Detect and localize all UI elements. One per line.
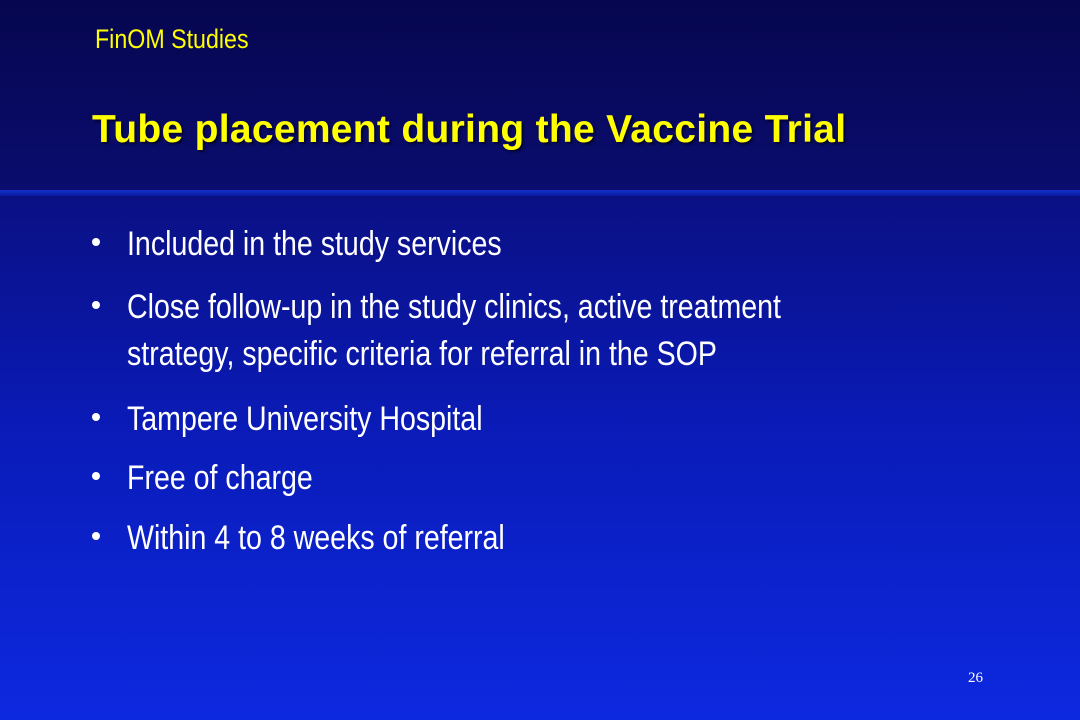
bullet-text-line-2: strategy, specific criteria for referral in the SOP — [127, 335, 717, 373]
bullet-icon — [92, 413, 100, 421]
bullet-icon — [92, 472, 100, 480]
bullet-text: Free of charge — [127, 459, 313, 497]
bullet-text: Within 4 to 8 weeks of referral — [127, 519, 505, 557]
bullet-icon — [92, 238, 100, 246]
bullet-icon — [92, 532, 100, 540]
bullet-text-line-1: Close follow-up in the study clinics, active treatment — [127, 288, 782, 326]
bullet-icon — [92, 301, 100, 309]
bullet-text: Tampere University Hospital — [127, 400, 483, 438]
page-number: 26 — [968, 670, 983, 686]
bullet-text: Included in the study services — [127, 225, 502, 263]
slide-title: Tube placement during the Vaccine Trial — [92, 108, 847, 151]
header-divider — [0, 190, 1080, 196]
brand-label: FinOM Studies — [95, 24, 249, 54]
